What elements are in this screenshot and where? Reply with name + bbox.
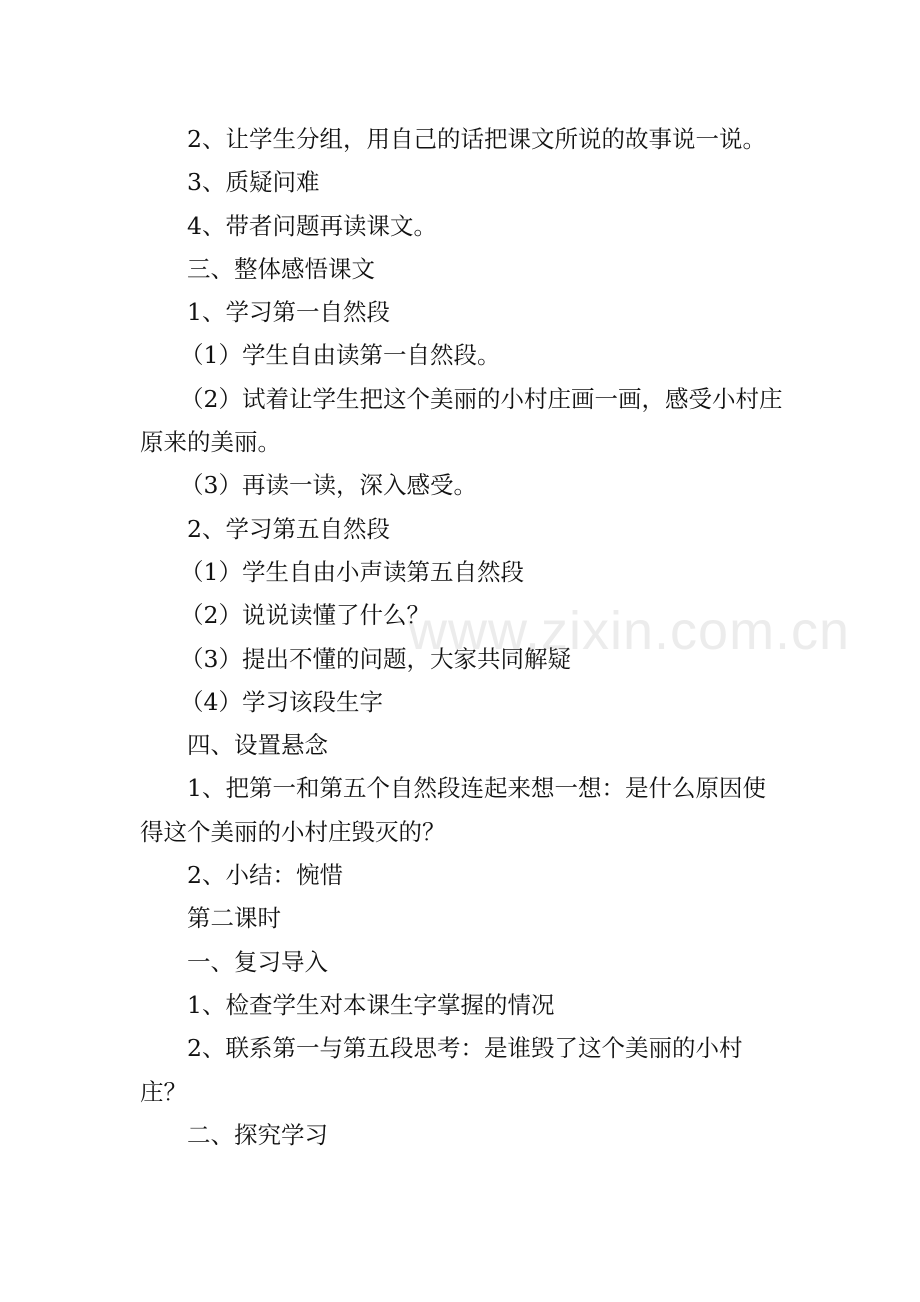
paragraph-check: 1、检查学生对本课生字掌握的情况 [187,990,555,1019]
paragraph-sub-2: （2）试着让学生把这个美丽的小村庄画一画，感受小村庄原来的美丽。 [140,384,783,457]
section-heading-review: 一、复习导入 [187,947,328,976]
paragraph-study-first: 1、学习第一自然段 [187,298,390,327]
paragraph-questions: 3、质疑问难 [187,168,320,197]
paragraph-sub-fifth-3: （3）提出不懂的问题，大家共同解疑 [180,644,571,673]
paragraph-study-fifth: 2、学习第五自然段 [187,514,390,543]
paragraph-summary: 2、小结：惋惜 [187,861,343,890]
paragraph-sub-fifth-1: （1）学生自由小声读第五自然段 [180,557,524,586]
paragraph-sub-fifth-2: （2）说说读懂了什么？ [180,601,430,630]
paragraph-group-retell: 2、让学生分组，用自己的话把课文所说的故事说一说。 [187,125,766,153]
paragraph-reread: 4、带者问题再读课文。 [187,211,437,240]
document-body [140,118,785,1157]
watermark: www.zixin.com.cn [408,601,851,661]
paragraph-sub-fifth-4: （4）学习该段生字 [180,687,383,716]
paragraph-sub-3: （3）再读一读，深入感受。 [180,471,477,500]
section-heading-second-lesson: 第二课时 [187,904,281,933]
section-heading-suspense: 四、设置悬念 [187,731,328,760]
paragraph-think: 2、联系第一与第五段思考：是谁毁了这个美丽的小村庄？ [140,1034,743,1106]
paragraph-connect: 1、把第一和第五个自然段连起来想一想：是什么原因使得这个美丽的小村庄毁灭的？ [140,774,766,846]
section-heading-overall: 三、整体感悟课文 [187,254,375,283]
paragraph-sub-1: （1）学生自由读第一自然段。 [180,341,501,370]
section-heading-explore: 二、探究学习 [187,1120,328,1149]
